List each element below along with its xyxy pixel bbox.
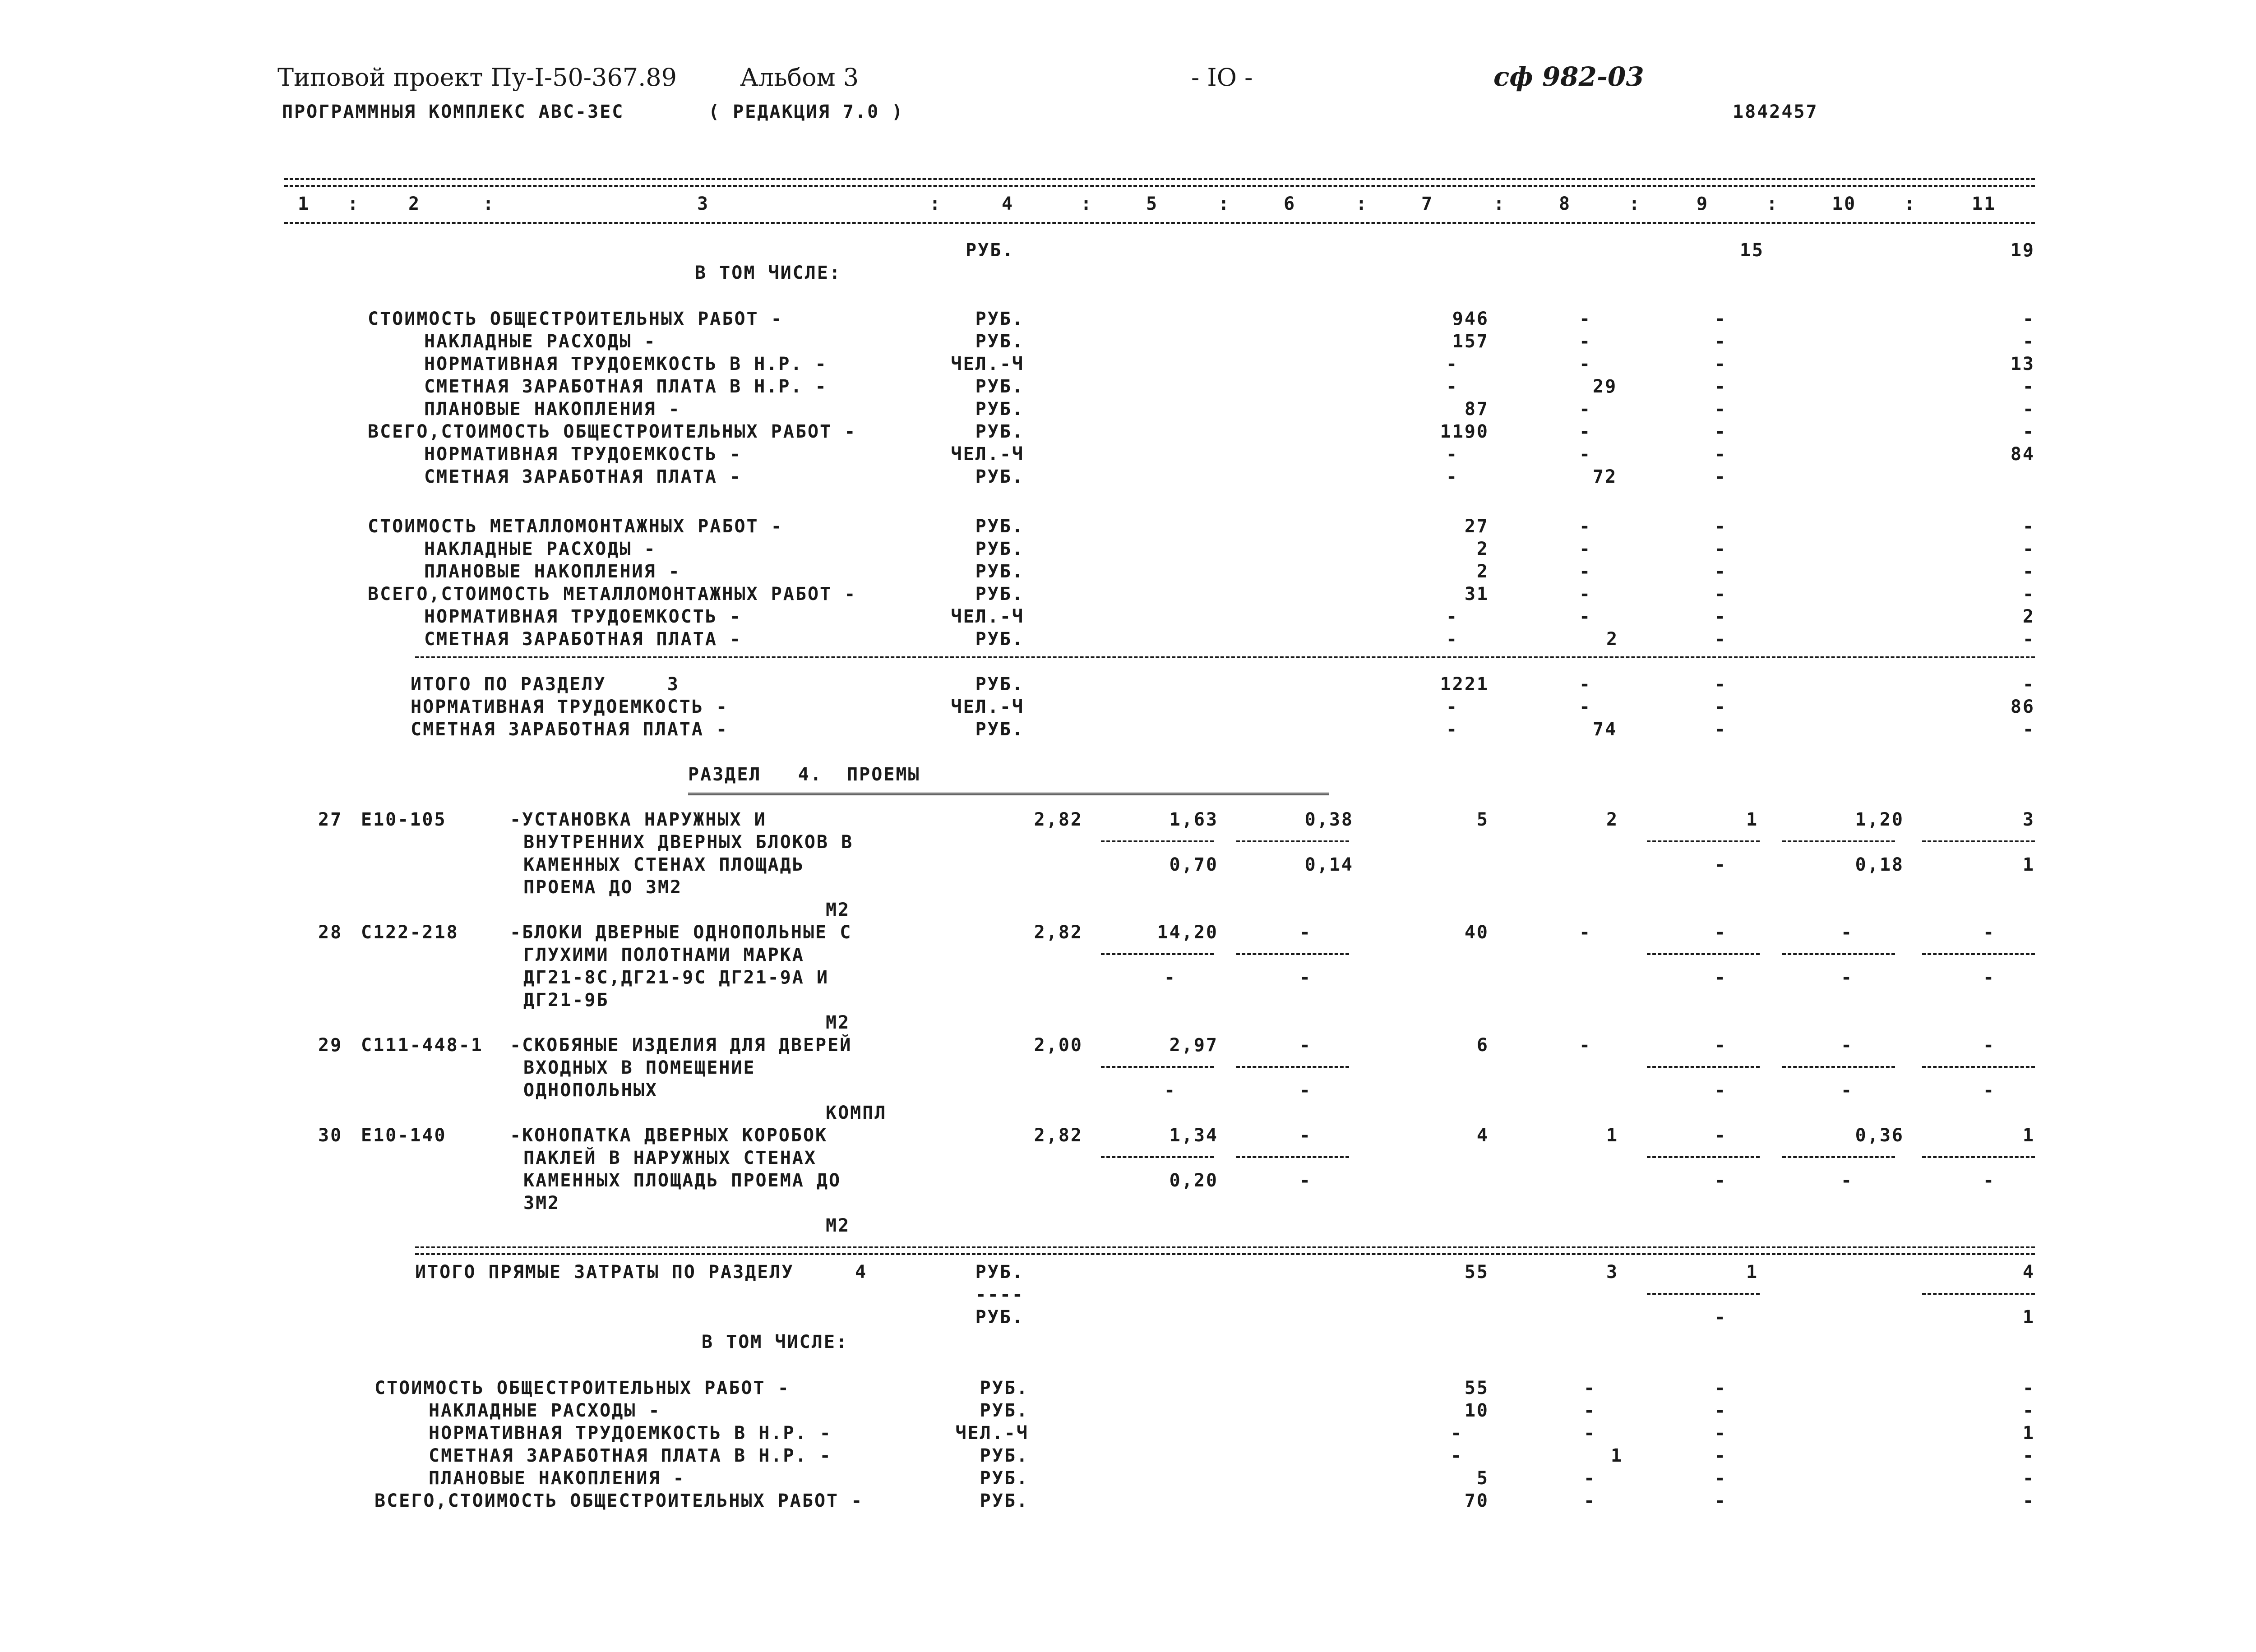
b4-c11: - (2022, 1378, 2035, 1398)
b4-c7: - (1451, 1445, 1463, 1466)
b4-c8: - (1584, 1378, 1596, 1398)
col-num-6: 6 (1284, 194, 1296, 214)
col-num-9: 9 (1697, 194, 1709, 214)
b2-c9: - (1715, 629, 1727, 650)
b3-c11: - (2022, 719, 2035, 740)
total4-c11: 4 (2022, 1262, 2035, 1283)
b1-c11: - (2022, 399, 2035, 420)
b1-label: НОРМАТИВНАЯ ТРУДОЕМКОСТЬ - (424, 444, 742, 465)
b2-label: ПЛАНОВЫЕ НАКОПЛЕНИЯ - (424, 561, 681, 582)
sub-rule (1647, 1293, 1760, 1295)
item-num: 30 (318, 1125, 343, 1146)
b1-c7: - (1446, 376, 1459, 397)
b3-unit: ЧЕЛ.-Ч (951, 697, 1024, 717)
top-c9: 15 (1739, 240, 1764, 261)
item-c9b: - (1715, 1080, 1727, 1101)
album-label: Альбом 3 (740, 63, 859, 92)
sub-rule (1236, 840, 1349, 842)
item-c5: 1,63 (1169, 809, 1218, 830)
item-c9b: - (1715, 854, 1727, 875)
b1-c8: 29 (1593, 376, 1618, 397)
b1-c9: - (1715, 421, 1727, 442)
total4-label: ИТОГО ПРЯМЫЕ ЗАТРАТЫ ПО РАЗДЕЛУ 4 (415, 1262, 868, 1283)
b1-c7: 1190 (1440, 421, 1489, 442)
b4-c8: - (1584, 1490, 1596, 1511)
b3-unit: РУБ. (975, 674, 1024, 695)
item-c8: 2 (1606, 809, 1619, 830)
item-code: С122-218 (361, 922, 459, 943)
b1-c8: - (1579, 421, 1592, 442)
b3-c8: - (1579, 697, 1592, 717)
b4-c9: - (1715, 1490, 1727, 1511)
including-label-2: В ТОМ ЧИСЛЕ: (702, 1332, 848, 1352)
b2-label: ВСЕГО,СТОИМОСТЬ МЕТАЛЛОМОНТАЖНЫХ РАБОТ - (368, 584, 857, 605)
item-c7: 5 (1476, 809, 1489, 830)
b2-c9: - (1715, 584, 1727, 605)
b1-c9: - (1715, 444, 1727, 465)
item-unit: КОМПЛ (826, 1103, 887, 1123)
item-c9b: - (1715, 967, 1727, 988)
b3-c8: 74 (1593, 719, 1618, 740)
total4-unit-separator: ---- (975, 1284, 1024, 1305)
item-c6: - (1299, 1125, 1312, 1146)
b4-c8: - (1584, 1468, 1596, 1489)
sub-rule (1922, 953, 2035, 955)
item-desc: -БЛОКИ ДВЕРНЫЕ ОДНОПОЛЬНЫЕ С (510, 922, 852, 943)
b4-unit: РУБ. (980, 1400, 1029, 1421)
item-c11b: - (1983, 967, 1996, 988)
item-c9: - (1715, 922, 1727, 943)
item-c10b: - (1841, 1170, 1854, 1191)
total4-c9: 1 (1746, 1262, 1759, 1283)
col-num-4: 4 (1002, 194, 1014, 214)
b1-c8: - (1579, 354, 1592, 374)
b2-c11: - (2022, 584, 2035, 605)
b4-unit: РУБ. (980, 1445, 1029, 1466)
col-num-3: 3 (697, 194, 710, 214)
item-c10: - (1841, 1035, 1854, 1056)
b1-unit: РУБ. (975, 331, 1024, 352)
item-c4: 2,82 (1034, 922, 1083, 943)
b2-unit: РУБ. (975, 561, 1024, 582)
item-desc: ПАКЛЕЙ В НАРУЖНЫХ СТЕНАХ (523, 1148, 817, 1168)
b1-c7: - (1446, 466, 1459, 487)
b1-label: ПЛАНОВЫЕ НАКОПЛЕНИЯ - (424, 399, 681, 420)
doc-code: сф 982-03 (1493, 61, 1644, 92)
b2-c8: - (1579, 561, 1592, 582)
col-sep: : (929, 194, 942, 214)
total4-unit: РУБ. (975, 1262, 1024, 1283)
item-c10b: - (1841, 1080, 1854, 1101)
b1-c11: - (2022, 421, 2035, 442)
section4-underline (688, 793, 1329, 795)
program-edition: ( РЕДАКЦИЯ 7.0 ) (708, 102, 904, 122)
top-c11: 19 (2010, 240, 2035, 261)
table-top-rule (284, 178, 2035, 180)
item-c6: - (1299, 922, 1312, 943)
item-c6: 0,38 (1304, 809, 1354, 830)
b1-label: ВСЕГО,СТОИМОСТЬ ОБЩЕСТРОИТЕЛЬНЫХ РАБОТ - (368, 421, 857, 442)
item-c8: 1 (1606, 1125, 1619, 1146)
b3-label: ИТОГО ПО РАЗДЕЛУ 3 (411, 674, 680, 695)
item-c9: - (1715, 1125, 1727, 1146)
b1-c11: - (2022, 376, 2035, 397)
item-code: Е10-140 (361, 1125, 447, 1146)
item-c10b: 0,18 (1855, 854, 1904, 875)
item-desc: КАМЕННЫХ СТЕНАХ ПЛОЩАДЬ (523, 854, 804, 875)
b1-unit: ЧЕЛ.-Ч (951, 444, 1024, 465)
b1-c9: - (1715, 466, 1727, 487)
col-num-2: 2 (408, 194, 421, 214)
b2-unit: РУБ. (975, 516, 1024, 537)
b2-c8: - (1579, 516, 1592, 537)
item-c5b: - (1164, 967, 1177, 988)
b1-c9: - (1715, 354, 1727, 374)
item-c5: 1,34 (1169, 1125, 1218, 1146)
col-num-1: 1 (298, 194, 310, 214)
sub-rule (1101, 953, 1214, 955)
b4-c9: - (1715, 1400, 1727, 1421)
b4-label: СТОИМОСТЬ ОБЩЕСТРОИТЕЛЬНЫХ РАБОТ - (374, 1378, 790, 1398)
item-c11b: - (1983, 1080, 1996, 1101)
b3-c7: - (1446, 719, 1459, 740)
item-c6: - (1299, 1035, 1312, 1056)
col-num-7: 7 (1421, 194, 1434, 214)
b1-c9: - (1715, 376, 1727, 397)
item-c9: 1 (1746, 809, 1759, 830)
b2-c7: - (1446, 606, 1459, 627)
item-c5b: - (1164, 1080, 1177, 1101)
sub-rule (1236, 1156, 1349, 1158)
b1-label: СМЕТНАЯ ЗАРАБОТНАЯ ПЛАТА - (424, 466, 742, 487)
b1-c7: - (1446, 354, 1459, 374)
b1-c8: - (1579, 309, 1592, 329)
item-c10: 1,20 (1855, 809, 1904, 830)
col-sep: : (1356, 194, 1368, 214)
col-sep: : (1218, 194, 1231, 214)
col-num-5: 5 (1146, 194, 1159, 214)
b2-unit: РУБ. (975, 539, 1024, 559)
table-top-rule-2 (284, 185, 2035, 187)
sub-rule (1647, 953, 1760, 955)
total4-c9b: - (1715, 1307, 1727, 1328)
b1-unit: РУБ. (975, 376, 1024, 397)
section4-title: РАЗДЕЛ 4. ПРОЕМЫ (688, 764, 920, 785)
project-title: Типовой проект Пу-I-50-367.89 (277, 63, 677, 92)
item-code: С111-448-1 (361, 1035, 483, 1056)
b4-c9: - (1715, 1445, 1727, 1466)
b4-unit: РУБ. (980, 1378, 1029, 1398)
item-c6b: - (1299, 1170, 1312, 1191)
col-sep: : (1766, 194, 1779, 214)
item-desc: ВНУТРЕННИХ ДВЕРНЫХ БЛОКОВ В (523, 832, 854, 853)
b3-c9: - (1715, 719, 1727, 740)
col-num-11: 11 (1972, 194, 1997, 214)
b1-c8: 72 (1593, 466, 1618, 487)
item-c8: - (1579, 922, 1592, 943)
b2-c8: 2 (1606, 629, 1619, 650)
b1-c11: 84 (2010, 444, 2035, 465)
b2-label: СТОИМОСТЬ МЕТАЛЛОМОНТАЖНЫХ РАБОТ - (368, 516, 783, 537)
item-c4: 2,82 (1034, 809, 1083, 830)
b4-c7: - (1451, 1423, 1463, 1444)
b2-c7: 2 (1476, 539, 1489, 559)
item-num: 29 (318, 1035, 343, 1056)
items-bottom-rule-2 (415, 1253, 2035, 1255)
b3-c7: 1221 (1440, 674, 1489, 695)
item-desc: ГЛУХИМИ ПОЛОТНАМИ МАРКА (523, 945, 804, 965)
b4-c7: 10 (1464, 1400, 1489, 1421)
b1-c7: 157 (1452, 331, 1489, 352)
b4-unit: РУБ. (980, 1468, 1029, 1489)
item-c8: - (1579, 1035, 1592, 1056)
sub-rule (1101, 1156, 1214, 1158)
item-desc: -УСТАНОВКА НАРУЖНЫХ И (510, 809, 767, 830)
b1-c9: - (1715, 399, 1727, 420)
b4-label: ПЛАНОВЫЕ НАКОПЛЕНИЯ - (429, 1468, 685, 1489)
sub-rule (1922, 1156, 2035, 1158)
item-c5: 14,20 (1157, 922, 1218, 943)
item-c11: - (1983, 1035, 1996, 1056)
b1-c11: 13 (2010, 354, 2035, 374)
b2-c8: - (1579, 584, 1592, 605)
item-c7: 4 (1476, 1125, 1489, 1146)
col-num-10: 10 (1832, 194, 1857, 214)
item-desc: ВХОДНЫХ В ПОМЕЩЕНИЕ (523, 1057, 756, 1078)
b2-c8: - (1579, 539, 1592, 559)
b4-label: НАКЛАДНЫЕ РАСХОДЫ - (429, 1400, 661, 1421)
block-divider (415, 656, 2035, 658)
b3-label: СМЕТНАЯ ЗАРАБОТНАЯ ПЛАТА - (411, 719, 729, 740)
header-bottom-rule (284, 222, 2035, 224)
col-sep: : (483, 194, 495, 214)
b1-unit: ЧЕЛ.-Ч (951, 354, 1024, 374)
including-label-1: В ТОМ ЧИСЛЕ: (695, 263, 841, 283)
item-c4: 2,00 (1034, 1035, 1083, 1056)
b4-c9: - (1715, 1378, 1727, 1398)
item-c5b: 0,20 (1169, 1170, 1218, 1191)
b4-c7: 55 (1464, 1378, 1489, 1398)
b1-unit: РУБ. (975, 421, 1024, 442)
doc-number: 1842457 (1733, 102, 1818, 122)
item-c7: 6 (1476, 1035, 1489, 1056)
b2-c8: - (1579, 606, 1592, 627)
item-c9b: - (1715, 1170, 1727, 1191)
b2-c11: - (2022, 629, 2035, 650)
col-sep: : (1493, 194, 1506, 214)
sub-rule (1782, 1156, 1895, 1158)
b2-unit: РУБ. (975, 629, 1024, 650)
b3-unit: РУБ. (975, 719, 1024, 740)
b2-c7: - (1446, 629, 1459, 650)
b1-label: СМЕТНАЯ ЗАРАБОТНАЯ ПЛАТА В Н.Р. - (424, 376, 828, 397)
b2-c11: - (2022, 539, 2035, 559)
item-c5: 2,97 (1169, 1035, 1218, 1056)
b3-c11: 86 (2010, 697, 2035, 717)
item-c7: 40 (1464, 922, 1489, 943)
b4-c11: 1 (2022, 1423, 2035, 1444)
b4-c8: 1 (1611, 1445, 1623, 1466)
b2-label: СМЕТНАЯ ЗАРАБОТНАЯ ПЛАТА - (424, 629, 742, 650)
b1-c7: - (1446, 444, 1459, 465)
b2-unit: ЧЕЛ.-Ч (951, 606, 1024, 627)
item-unit: М2 (826, 1215, 851, 1236)
b4-c8: - (1584, 1423, 1596, 1444)
b4-c8: - (1584, 1400, 1596, 1421)
b4-c11: - (2022, 1445, 2035, 1466)
col-num-8: 8 (1559, 194, 1572, 214)
b2-c7: 31 (1464, 584, 1489, 605)
b1-c11: - (2022, 331, 2035, 352)
b3-c11: - (2022, 674, 2035, 695)
b4-label: НОРМАТИВНАЯ ТРУДОЕМКОСТЬ В Н.Р. - (429, 1423, 832, 1444)
b3-c9: - (1715, 697, 1727, 717)
sub-rule (1782, 1066, 1895, 1068)
b3-label: НОРМАТИВНАЯ ТРУДОЕМКОСТЬ - (411, 697, 729, 717)
sub-rule (1922, 840, 2035, 842)
sub-rule (1101, 840, 1214, 842)
b4-label: СМЕТНАЯ ЗАРАБОТНАЯ ПЛАТА В Н.Р. - (429, 1445, 832, 1466)
b2-c11: - (2022, 516, 2035, 537)
b2-c9: - (1715, 516, 1727, 537)
b3-c8: - (1579, 674, 1592, 695)
sub-rule (1647, 840, 1760, 842)
program-name: ПРОГРАММНЫЯ КОМПЛЕКС АВС-ЗЕС (282, 102, 624, 122)
item-c10b: - (1841, 967, 1854, 988)
item-c11b: 1 (2022, 854, 2035, 875)
b2-label: НОРМАТИВНАЯ ТРУДОЕМКОСТЬ - (424, 606, 742, 627)
item-c4: 2,82 (1034, 1125, 1083, 1146)
b1-label: СТОИМОСТЬ ОБЩЕСТРОИТЕЛЬНЫХ РАБОТ - (368, 309, 783, 329)
item-desc: 3М2 (523, 1193, 560, 1214)
item-c11: - (1983, 922, 1996, 943)
b2-label: НАКЛАДНЫЕ РАСХОДЫ - (424, 539, 656, 559)
sub-rule (1236, 1066, 1349, 1068)
item-num: 28 (318, 922, 343, 943)
item-desc: -КОНОПАТКА ДВЕРНЫХ КОРОБОК (510, 1125, 828, 1146)
b2-c9: - (1715, 606, 1727, 627)
item-desc: ДГ21-9Б (523, 990, 609, 1011)
item-unit: М2 (826, 900, 851, 920)
b1-unit: РУБ. (975, 309, 1024, 329)
b2-c11: 2 (2022, 606, 2035, 627)
item-num: 27 (318, 809, 343, 830)
col-sep: : (1629, 194, 1641, 214)
b4-c7: 5 (1476, 1468, 1489, 1489)
b1-label: НАКЛАДНЫЕ РАСХОДЫ - (424, 331, 656, 352)
b3-c9: - (1715, 674, 1727, 695)
item-c11: 3 (2022, 809, 2035, 830)
top-unit: РУБ. (966, 240, 1015, 261)
item-c11b: - (1983, 1170, 1996, 1191)
item-c6b: - (1299, 967, 1312, 988)
items-bottom-rule (415, 1246, 2035, 1248)
sub-rule (1782, 840, 1895, 842)
item-desc: ОДНОПОЛЬНЫХ (523, 1080, 658, 1101)
b2-c7: 2 (1476, 561, 1489, 582)
b2-c9: - (1715, 539, 1727, 559)
b1-c8: - (1579, 444, 1592, 465)
sub-rule (1101, 1066, 1214, 1068)
item-c9: - (1715, 1035, 1727, 1056)
b2-c7: 27 (1464, 516, 1489, 537)
page-number: - IO - (1191, 63, 1253, 92)
item-desc: ДГ21-8С,ДГ21-9С ДГ21-9А И (523, 967, 829, 988)
total4-c8: 3 (1606, 1262, 1619, 1283)
total4-unit-2: РУБ. (975, 1307, 1024, 1328)
b1-label: НОРМАТИВНАЯ ТРУДОЕМКОСТЬ В Н.Р. - (424, 354, 828, 374)
col-sep: : (1081, 194, 1093, 214)
b1-unit: РУБ. (975, 466, 1024, 487)
total4-c11b: 1 (2022, 1307, 2035, 1328)
col-sep: : (347, 194, 360, 214)
b4-c9: - (1715, 1423, 1727, 1444)
item-c10: - (1841, 922, 1854, 943)
sub-rule (1647, 1066, 1760, 1068)
b4-c7: 70 (1464, 1490, 1489, 1511)
b3-c7: - (1446, 697, 1459, 717)
col-sep: : (1904, 194, 1917, 214)
total4-c7: 55 (1464, 1262, 1489, 1283)
b1-c7: 87 (1464, 399, 1489, 420)
b1-c9: - (1715, 309, 1727, 329)
sub-rule (1922, 1293, 2035, 1295)
b1-c8: - (1579, 331, 1592, 352)
sub-rule (1782, 953, 1895, 955)
b4-c11: - (2022, 1400, 2035, 1421)
b4-label: ВСЕГО,СТОИМОСТЬ ОБЩЕСТРОИТЕЛЬНЫХ РАБОТ - (374, 1490, 864, 1511)
item-code: Е10-105 (361, 809, 447, 830)
item-c5b: 0,70 (1169, 854, 1218, 875)
b1-unit: РУБ. (975, 399, 1024, 420)
item-c6b: - (1299, 1080, 1312, 1101)
item-c11: 1 (2022, 1125, 2035, 1146)
item-unit: М2 (826, 1012, 851, 1033)
b4-c9: - (1715, 1468, 1727, 1489)
b1-c11: - (2022, 309, 2035, 329)
sub-rule (1922, 1066, 2035, 1068)
sub-rule (1236, 953, 1349, 955)
b1-c7: 946 (1452, 309, 1489, 329)
item-desc: -СКОБЯНЫЕ ИЗДЕЛИЯ ДЛЯ ДВЕРЕЙ (510, 1035, 852, 1056)
b2-c11: - (2022, 561, 2035, 582)
b4-unit: ЧЕЛ.-Ч (955, 1423, 1029, 1444)
b4-c11: - (2022, 1468, 2035, 1489)
b1-c8: - (1579, 399, 1592, 420)
item-c10: 0,36 (1855, 1125, 1904, 1146)
item-desc: ПРОЕМА ДО 3М2 (523, 877, 683, 898)
sub-rule (1647, 1156, 1760, 1158)
b4-unit: РУБ. (980, 1490, 1029, 1511)
item-c6b: 0,14 (1304, 854, 1354, 875)
b4-c11: - (2022, 1490, 2035, 1511)
b1-c9: - (1715, 331, 1727, 352)
b2-c9: - (1715, 561, 1727, 582)
item-desc: КАМЕННЫХ ПЛОЩАДЬ ПРОЕМА ДО (523, 1170, 841, 1191)
b2-unit: РУБ. (975, 584, 1024, 605)
